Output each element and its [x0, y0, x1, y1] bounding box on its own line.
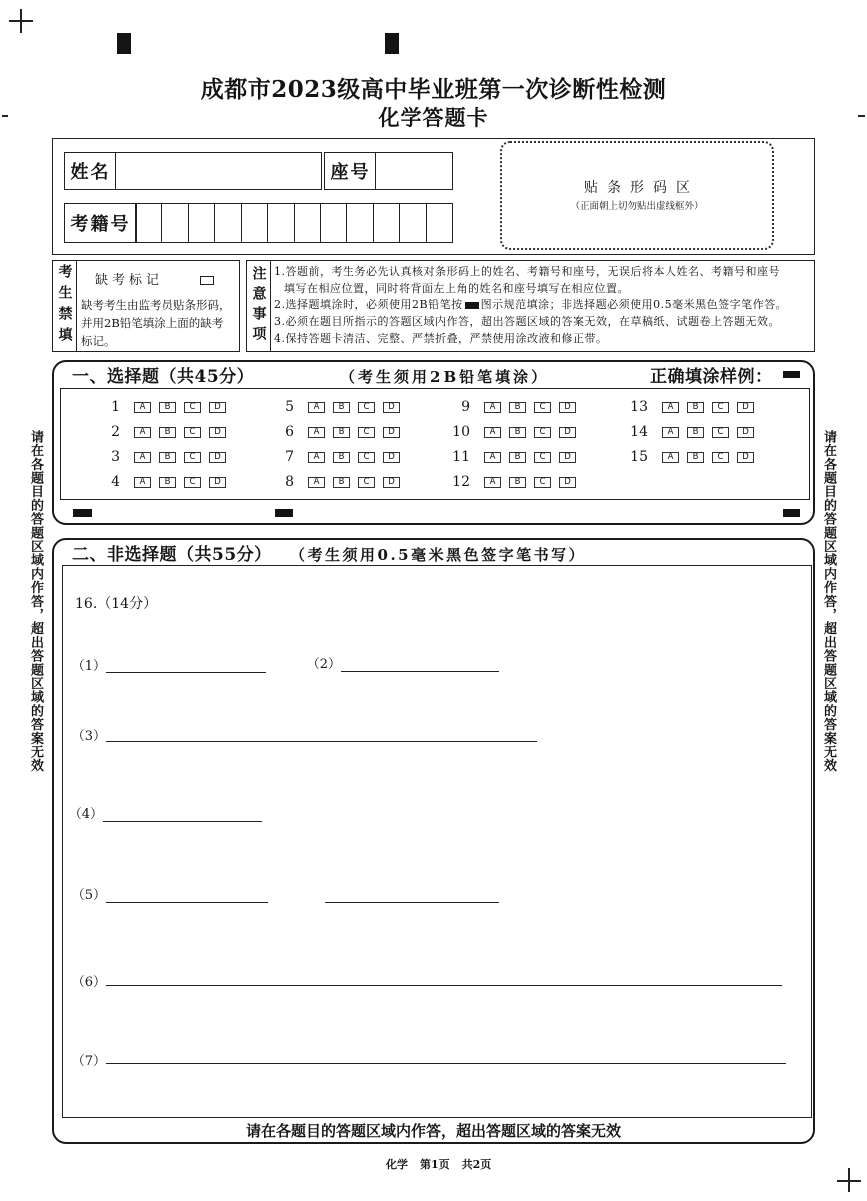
option-bubble-b[interactable]: B — [333, 402, 350, 413]
option-bubble-c[interactable]: C — [712, 402, 729, 413]
absent-mark-checkbox[interactable] — [200, 276, 214, 285]
choice-section-title: 一、选择题（共45分） — [72, 367, 255, 387]
notice-item-1-cont: 填写在相应位置，同时将背面左上角的姓名和座号填写在相应位置。 — [284, 281, 629, 295]
part-3-label: （3） — [71, 729, 106, 744]
exam-id-cell[interactable] — [268, 204, 294, 242]
notice-side-label — [247, 261, 271, 351]
option-bubble-b[interactable]: B — [159, 477, 176, 488]
option-bubble-b[interactable]: B — [333, 452, 350, 463]
part-4-label: （4） — [68, 807, 103, 822]
notice-item-2 — [274, 297, 812, 314]
option-bubble-c[interactable]: C — [184, 477, 201, 488]
question-number: 3 — [111, 449, 120, 465]
option-bubble-c[interactable]: C — [534, 402, 551, 413]
exam-id-cell[interactable] — [189, 204, 215, 242]
option-bubble-a[interactable]: A — [662, 427, 679, 438]
exam-id-cell[interactable] — [321, 204, 347, 242]
exam-id-cell[interactable] — [347, 204, 373, 242]
option-bubble-a[interactable]: A — [484, 452, 501, 463]
footer-total-pages: 共2页 — [461, 1158, 492, 1171]
timing-marker — [385, 33, 399, 54]
option-bubble-c[interactable]: C — [712, 452, 729, 463]
part-4-answer-line[interactable] — [103, 821, 262, 822]
option-bubble-a[interactable]: A — [484, 477, 501, 488]
choice-question — [440, 474, 584, 490]
part-5-answer-line-2[interactable] — [325, 902, 499, 903]
name-label: 姓名 — [64, 152, 117, 190]
option-bubble-d[interactable]: D — [559, 452, 576, 463]
choice-question — [264, 399, 408, 415]
choice-instruction: （考生须用2B铅笔填涂） — [340, 368, 550, 386]
option-bubble-b[interactable]: B — [509, 477, 526, 488]
option-bubble-a[interactable]: A — [134, 452, 151, 463]
exam-id-cell[interactable] — [136, 204, 162, 242]
notice-side-text: 注意事项 — [250, 266, 267, 346]
page-title: 成都市2023级高中毕业班第一次诊断性检测 — [200, 76, 667, 103]
option-bubble-a[interactable]: A — [308, 427, 325, 438]
option-bubble-d[interactable]: D — [737, 452, 754, 463]
choice-question — [264, 449, 408, 465]
barcode-area — [500, 141, 774, 250]
option-bubble-d[interactable]: D — [209, 402, 226, 413]
part-7-label: （7） — [71, 1054, 106, 1069]
exam-id-cell[interactable] — [400, 204, 426, 242]
choice-question — [618, 449, 762, 465]
option-bubble-a[interactable]: A — [134, 477, 151, 488]
option-bubble-b[interactable]: B — [159, 452, 176, 463]
choice-question — [440, 449, 584, 465]
absent-note — [81, 296, 231, 350]
option-bubble-c[interactable]: C — [358, 477, 375, 488]
question-number: 2 — [111, 424, 120, 440]
part-6-answer-line[interactable] — [106, 985, 782, 986]
option-bubble-a[interactable]: A — [308, 402, 325, 413]
absent-note-line: 标记。 — [81, 334, 116, 348]
option-bubble-b[interactable]: B — [159, 427, 176, 438]
part-5-label: （5） — [71, 888, 106, 903]
option-bubble-b[interactable]: B — [687, 427, 704, 438]
option-bubble-c[interactable]: C — [184, 402, 201, 413]
option-bubble-c[interactable]: C — [358, 427, 375, 438]
part-1-answer-line[interactable] — [106, 672, 266, 673]
absent-box — [52, 260, 240, 352]
part-2-label: （2） — [306, 657, 341, 672]
exam-id-label: 考籍号 — [64, 203, 137, 243]
option-bubble-b[interactable]: B — [509, 427, 526, 438]
question-number: 14 — [630, 424, 648, 440]
part-6-label: （6） — [71, 975, 106, 990]
choice-question — [440, 399, 584, 415]
footer-page-number: 第1页 — [420, 1158, 450, 1171]
nonchoice-section-title: 二、非选择题（共55分） — [72, 545, 272, 565]
choice-question — [90, 474, 234, 490]
option-bubble-a[interactable]: A — [308, 452, 325, 463]
option-bubble-c[interactable]: C — [184, 427, 201, 438]
choice-grid — [60, 388, 810, 500]
option-bubble-d[interactable]: D — [559, 427, 576, 438]
footer-subject: 化学 — [386, 1158, 408, 1171]
correct-fill-sample-label: 正确填涂样例： — [650, 367, 773, 387]
choice-question — [440, 424, 584, 440]
crosshair-top-left-v — [20, 9, 22, 33]
choice-question — [264, 424, 408, 440]
question-number: 8 — [285, 474, 294, 490]
question-number: 6 — [285, 424, 294, 440]
side-note-right: 请在各题目的答题区域内作答，超出答题区域的答案无效 — [821, 430, 836, 773]
option-bubble-c[interactable]: C — [712, 427, 729, 438]
option-bubble-d[interactable]: D — [383, 402, 400, 413]
timing-marker — [783, 509, 800, 517]
seat-field[interactable] — [375, 152, 453, 190]
option-bubble-d[interactable]: D — [209, 477, 226, 488]
seat-label: 座号 — [324, 152, 377, 190]
absent-note-line: 并用2B铅笔填涂上面的缺考 — [81, 316, 224, 330]
part-3-answer-line[interactable] — [106, 741, 537, 742]
option-bubble-b[interactable]: B — [509, 452, 526, 463]
absent-mark-label: 缺考标记 — [95, 273, 164, 288]
choice-section — [52, 360, 815, 525]
option-bubble-a[interactable]: A — [662, 402, 679, 413]
choice-question — [618, 424, 762, 440]
answer-area-footer-note: 请在各题目的答题区域内作答，超出答题区域的答案无效 — [245, 1122, 621, 1140]
notice-item-1: 1.答题前，考生务必先认真核对条形码上的姓名、考籍号和座号，无误后将本人姓名、考籍号和座号 — [274, 265, 780, 278]
choice-question — [618, 399, 762, 415]
notice-item-4: 4.保持答题卡清洁、完整、严禁折叠，严禁使用涂改液和修正带。 — [274, 331, 608, 345]
part-5-answer-line[interactable] — [106, 902, 268, 903]
exam-id-cells — [135, 203, 453, 243]
side-note-left: 请在各题目的答题区域内作答，超出答题区域的答案无效 — [28, 430, 43, 773]
option-bubble-b[interactable]: B — [509, 402, 526, 413]
exam-id-cell[interactable] — [374, 204, 400, 242]
exam-id-cell[interactable] — [215, 204, 241, 242]
question-number: 10 — [452, 424, 470, 440]
option-bubble-d[interactable]: D — [559, 477, 576, 488]
option-bubble-b[interactable]: B — [159, 402, 176, 413]
option-bubble-d[interactable]: D — [559, 402, 576, 413]
option-bubble-d[interactable]: D — [737, 402, 754, 413]
option-bubble-c[interactable]: C — [184, 452, 201, 463]
question-16-label: 16.（14分） — [75, 596, 158, 612]
option-bubble-d[interactable]: D — [737, 427, 754, 438]
option-bubble-d[interactable]: D — [209, 427, 226, 438]
student-info-box — [52, 138, 815, 255]
question-number: 11 — [452, 449, 470, 465]
absent-note-line: 缺考考生由监考员贴条形码， — [81, 298, 231, 312]
question-number: 7 — [285, 449, 294, 465]
notice-item-2-after: 图示规范填涂；非选择题必须使用0.5毫米黑色签字笔作答。 — [480, 298, 788, 312]
choice-question — [264, 474, 408, 490]
part-7-answer-line[interactable] — [106, 1063, 786, 1064]
option-bubble-c[interactable]: C — [534, 427, 551, 438]
exam-id-cell[interactable] — [242, 204, 268, 242]
option-bubble-d[interactable]: D — [383, 427, 400, 438]
page-footer — [386, 1158, 491, 1172]
question-number: 13 — [630, 399, 648, 415]
question-number: 12 — [452, 474, 470, 490]
page-subtitle: 化学答题卡 — [378, 105, 489, 130]
notice-items — [274, 264, 812, 348]
option-bubble-b[interactable]: B — [687, 402, 704, 413]
question-number: 9 — [461, 399, 470, 415]
notice-box — [246, 260, 815, 352]
question-number: 15 — [630, 449, 648, 465]
option-bubble-c[interactable]: C — [358, 452, 375, 463]
timing-marker — [275, 509, 293, 517]
nonchoice-section — [52, 538, 815, 1144]
option-bubble-b[interactable]: B — [333, 427, 350, 438]
exam-id-cell[interactable] — [427, 204, 452, 242]
barcode-title: 贴条形码区 — [584, 180, 699, 196]
question-number: 1 — [111, 399, 120, 415]
nonchoice-instruction: （考生须用0.5毫米黑色签字笔书写） — [290, 546, 587, 564]
option-bubble-d[interactable]: D — [383, 477, 400, 488]
question-number: 4 — [111, 474, 120, 490]
option-bubble-a[interactable]: A — [484, 402, 501, 413]
option-bubble-c[interactable]: C — [358, 402, 375, 413]
option-bubble-b[interactable]: B — [687, 452, 704, 463]
name-field[interactable] — [115, 152, 322, 190]
choice-question — [90, 399, 234, 415]
option-bubble-d[interactable]: D — [209, 452, 226, 463]
choice-question — [90, 449, 234, 465]
option-bubble-d[interactable]: D — [383, 452, 400, 463]
barcode-note: （正面朝上切勿贴出虚线框外） — [570, 201, 704, 212]
exam-id-cell[interactable] — [295, 204, 321, 242]
option-bubble-a[interactable]: A — [134, 427, 151, 438]
timing-marker — [117, 33, 131, 54]
option-bubble-c[interactable]: C — [534, 452, 551, 463]
timing-marker — [73, 509, 92, 517]
option-bubble-c[interactable]: C — [534, 477, 551, 488]
filled-bubble-sample-icon — [465, 302, 479, 309]
option-bubble-a[interactable]: A — [484, 427, 501, 438]
option-bubble-b[interactable]: B — [333, 477, 350, 488]
option-bubble-a[interactable]: A — [308, 477, 325, 488]
exam-id-cell[interactable] — [162, 204, 188, 242]
question-number: 5 — [285, 399, 294, 415]
crosshair-bottom-right-v — [848, 1168, 850, 1192]
absent-side-text: 考生禁填 — [56, 264, 73, 348]
choice-question — [90, 424, 234, 440]
absent-side-label — [53, 261, 77, 351]
notice-item-3: 3.必须在题目所指示的答题区域内作答，超出答题区域的答案无效，在草稿纸、试题卷上答题无效。 — [274, 315, 780, 329]
option-bubble-a[interactable]: A — [662, 452, 679, 463]
correct-fill-sample-icon — [783, 371, 800, 378]
notice-item-2-before: 2.选择题填涂时，必须使用2B铅笔按 — [274, 298, 463, 312]
part-2-answer-line[interactable] — [341, 671, 499, 672]
answer-area — [62, 565, 812, 1118]
part-1-label: （1） — [71, 659, 106, 674]
option-bubble-a[interactable]: A — [134, 402, 151, 413]
